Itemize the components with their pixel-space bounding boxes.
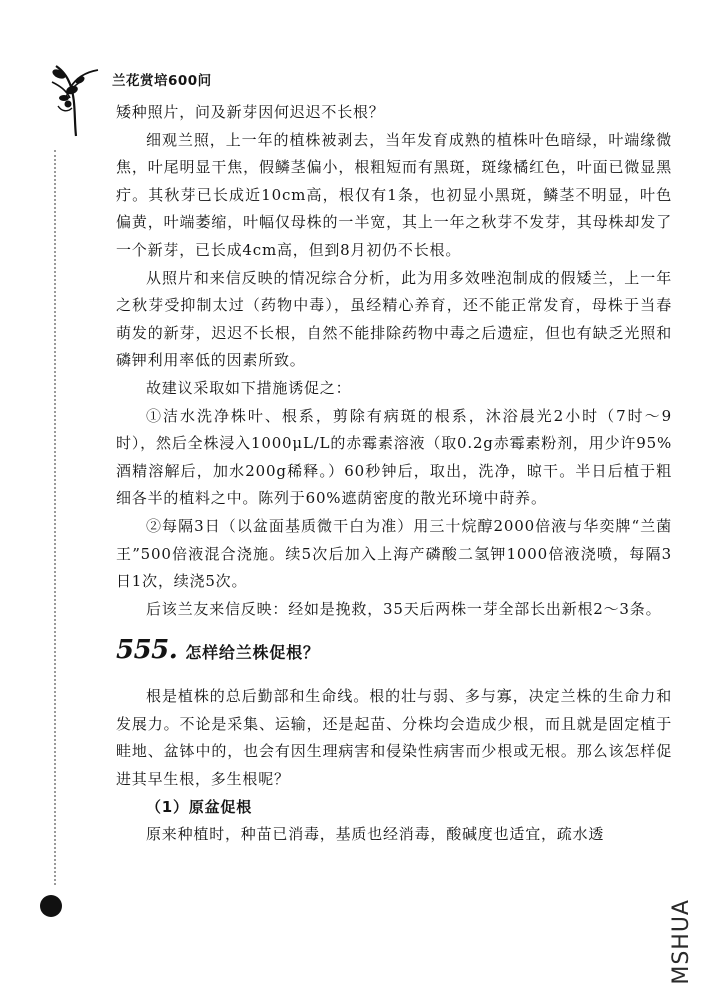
orchid-ornament-icon — [50, 60, 100, 138]
paragraph: 原来种植时，种苗已消毒，基质也经消毒，酸碱度也适宜，疏水透 — [146, 825, 605, 844]
subheading: （1）原盆促根 — [146, 797, 253, 816]
watermark: MSHUA — [669, 899, 694, 985]
paragraph: ①洁水洗净株叶、根系，剪除有病斑的根系，沐浴晨光2小时（7时～9时），然后全株浸入1000μL/L的赤霉素溶液（取0.2g赤霉素粉剂，用少许95%酒精溶解后，加水200g稀释。）60秒钟后，取出，洗净，晾干。半日后植于粗细各半的植料之中。陈列于60%遮荫密度的散光环境中莳养。 — [116, 406, 672, 508]
section-heading — [116, 637, 672, 683]
section-title: 怎样给兰株促根？ — [185, 643, 320, 663]
section-number: 555. — [116, 635, 178, 666]
paragraph: 细观兰照，上一年的植株被剥去，当年发育成熟的植株叶色暗绿，叶端缘微焦，叶尾明显干焦，假鳞茎偏小，根粗短而有黑斑，斑缘橘红色，叶面已微显黑疔。其秋芽已长成近10cm高，根仅有1条，也初显小黑斑，鳞茎不明显，叶色偏黄，叶端萎缩，叶幅仅母株的一半宽，其上一年之秋芽不发芽，其母株却发了一个新芽，已长成4cm高，但到8月初仍不长根。 — [116, 130, 672, 259]
paragraph: 后该兰友来信反映：经如是挽救，35天后两株一芽全部长出新根2～3条。 — [146, 599, 662, 618]
margin-dotted-rule — [54, 150, 56, 885]
margin-dot-ornament — [40, 895, 62, 917]
paragraph: 故建议采取如下措施诱促之： — [146, 378, 352, 397]
paragraph: 根是植株的总后勤部和生命线。根的壮与弱、多与寡，决定兰株的生命力和发展力。不论是采集、运输，还是起苗、分株均会造成少根，而且就是固定植于畦地、盆钵中的，也会有因生理病害和侵染性病害而少根或无根。那么该怎样促进其早生根，多生根呢？ — [116, 687, 672, 789]
paragraph: 从照片和来信反映的情况综合分析，此为用多效唑泡制成的假矮兰，上一年之秋芽受抑制太过（药物中毒），虽经精心养育，还不能正常发育，母株于当春萌发的新芽，迟迟不长根，自然不能排除药物中毒之后遗症，但也有缺乏光照和磷钾利用率低的因素所致。 — [116, 268, 672, 370]
paragraph: ②每隔3日（以盆面基质微干白为准）用三十烷醇2000倍液与华奕牌“兰菌王”500倍液混合浇施。续5次后加入上海产磷酸二氢钾1000倍液浇喷，每隔3日1次，续浇5次。 — [116, 516, 672, 591]
running-header: 兰花赏培600问 — [112, 73, 212, 89]
paragraph: 矮种照片，问及新芽因何迟迟不长根？ — [116, 103, 385, 121]
page-body — [116, 99, 672, 849]
